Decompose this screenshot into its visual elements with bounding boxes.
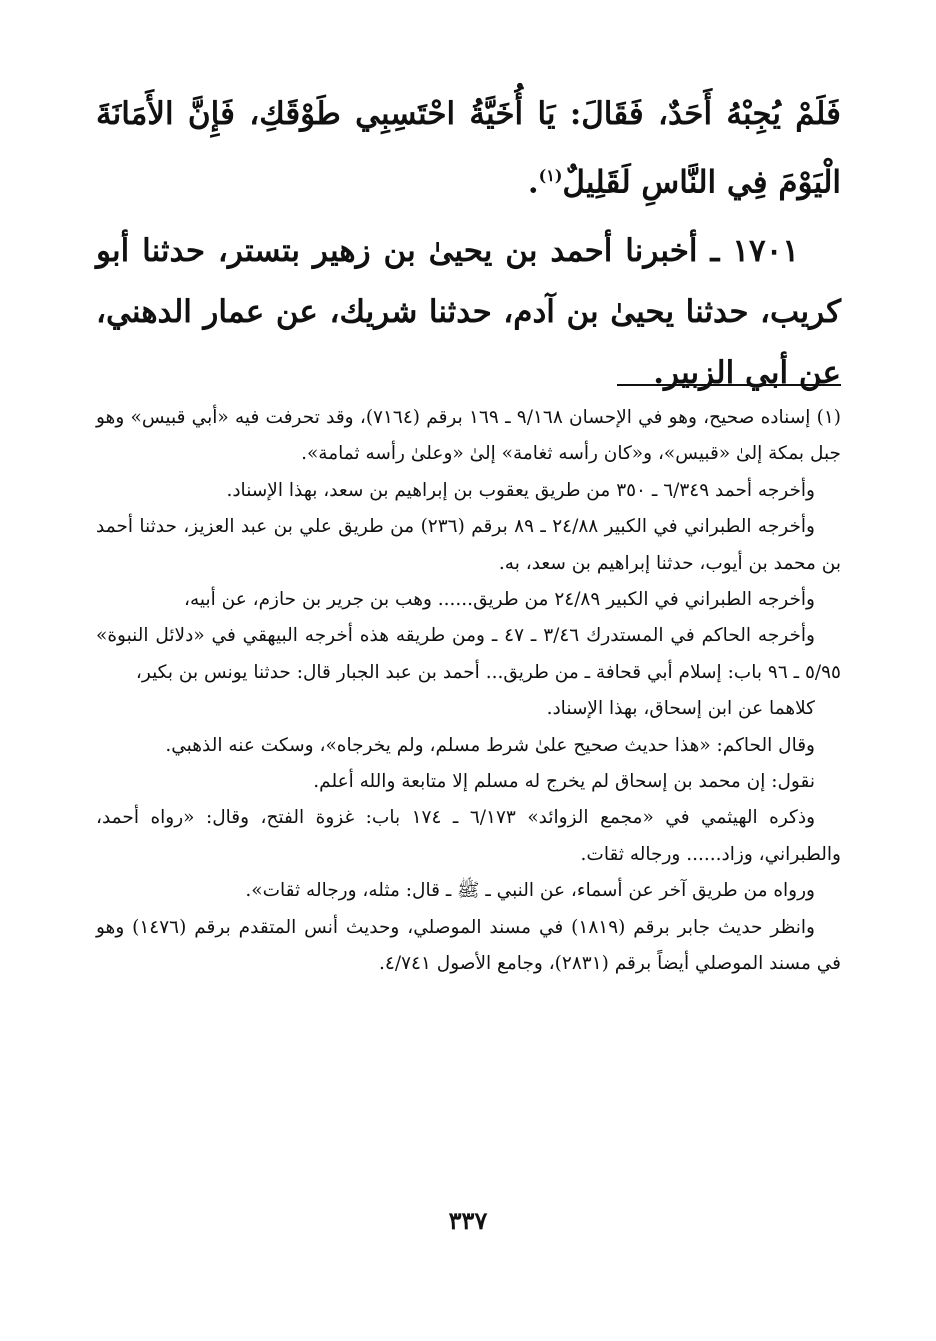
footnote-paragraph: وقال الحاكم: «هذا حديث صحيح علىٰ شرط مسلم، ولم يخرجاه»، وسكت عنه الذهبي. xyxy=(165,734,815,756)
footnote-paragraph: وانظر حديث جابر برقم (١٨١٩) في مسند الموصلي، وحديث أنس المتقدم برقم (١٤٧٦) وهو في مسند الموصلي أيضاً برقم (٢٨٣١)، وجامع الأصول ٤/٧٤١. xyxy=(96,916,841,975)
footnote-paragraph: كلاهما عن ابن إسحاق، بهذا الإسناد. xyxy=(546,698,815,720)
footnote-1: (١) إسناده صحيح، وهو في الإحسان ٩/١٦٨ ـ ١٦٩ برقم (٧١٦٤)، وقد تحرفت فيه «أبي قبيس» وهو جبل بمكة إلىٰ «قبيس»، و«كان رأسه ثغامة» إلىٰ «وعلىٰ رأسه ثمامة». xyxy=(96,407,841,465)
footnote-paragraph: وذكره الهيثمي في «مجمع الزوائد» ٦/١٧٣ ـ ١٧٤ باب: غزوة الفتح، وقال: «رواه أحمد، والطبراني، وزاد...... ورجاله ثقات. xyxy=(96,807,841,865)
page-number: ٣٣٧ xyxy=(448,1206,488,1235)
main-paragraph-end: . xyxy=(527,164,539,201)
footnote-marker: (١) xyxy=(538,166,563,185)
footnote-paragraph: ورواه من طريق آخر عن أسماء، عن النبي ـ ﷺ ـ قال: مثله، ورجاله ثقات». xyxy=(245,880,815,902)
footnote-separator xyxy=(617,384,841,386)
footnote-paragraph: وأخرجه الحاكم في المستدرك ٣/٤٦ ـ ٤٧ ـ ومن طريقه هذه أخرجه البيهقي في «دلائل النبوة» ٥/٩٥ ـ ٩٦ باب: إسلام أبي قحافة ـ من طريق... أحمد بن عبد الجبار قال: حدثنا يونس بن بكير، xyxy=(96,625,841,683)
footnote-paragraph: نقول: إن محمد بن إسحاق لم يخرج له مسلم إلا متابعة والله أعلم. xyxy=(313,771,815,793)
footnote-paragraph: وأخرجه الطبراني في الكبير ٢٤/٨٩ من طريق...... وهب بن جرير بن حازم، عن أبيه، xyxy=(183,589,815,611)
footnote-paragraph: وأخرجه أحمد ٦/٣٤٩ ـ ٣٥٠ من طريق يعقوب بن إبراهيم بن سعد، بهذا الإسناد. xyxy=(226,479,815,501)
footnote-paragraph: وأخرجه الطبراني في الكبير ٢٤/٨٨ ـ ٨٩ برقم (٢٣٦) من طريق علي بن عبد العزيز، حدثنا أحمد بن محمد بن أيوب، حدثنا إبراهيم بن سعد، به. xyxy=(96,516,841,574)
hadith-paragraph: ١٧٠١ ـ أخبرنا أحمد بن يحيىٰ بن زهير بتستر، حدثنا أبو كريب، حدثنا يحيىٰ بن آدم، حدثنا شريك، عن عمار الدهني، عن أبي الزبير. xyxy=(96,233,841,392)
main-text xyxy=(96,84,841,404)
footnotes xyxy=(96,400,841,983)
main-paragraph-text: فَلَمْ يُجِبْهُ أَحَدٌ، فَقَالَ: يَا أُخَيَّةُ احْتَسِبِي طَوْقَكِ، فَإِنَّ الأَمَانَةَ الْيَوْمَ فِي النَّاسِ لَقَلِيلٌ xyxy=(96,96,841,201)
main-paragraph-continuation xyxy=(96,84,841,213)
